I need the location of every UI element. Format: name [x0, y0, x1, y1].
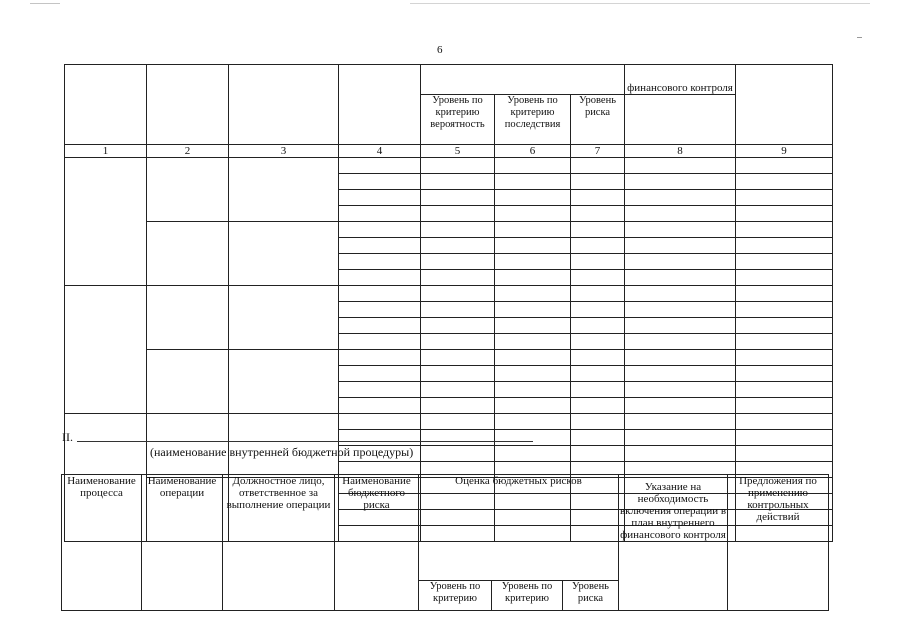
table-cell [736, 414, 833, 430]
table-cell [736, 350, 833, 366]
table-cell [339, 270, 421, 286]
table-cell [421, 382, 495, 398]
table-cell [736, 190, 833, 206]
process-cell [65, 158, 147, 286]
table-cell [339, 366, 421, 382]
table-cell [421, 190, 495, 206]
table-cell [339, 206, 421, 222]
table-cell [736, 270, 833, 286]
header-cell [625, 95, 736, 145]
table-cell [339, 350, 421, 366]
table-cell [736, 318, 833, 334]
subheader-probability: Уровень по критерию [419, 581, 492, 611]
table-cell [571, 206, 625, 222]
table-cell [625, 238, 736, 254]
page-number: 6 [437, 44, 443, 56]
table-cell [625, 414, 736, 430]
table-cell [571, 334, 625, 350]
table-cell [736, 446, 833, 462]
table-cell [625, 286, 736, 302]
table-cell [736, 334, 833, 350]
col-number: 4 [339, 145, 421, 158]
header-process-name: Наименование процесса [62, 475, 142, 611]
official-cell [229, 158, 339, 222]
subheader-risk-level: Уровень риска [571, 95, 625, 145]
table-cell [571, 398, 625, 414]
table-cell [421, 206, 495, 222]
table-cell [625, 398, 736, 414]
table-cell [495, 334, 571, 350]
scan-mark [30, 3, 60, 4]
official-cell [229, 222, 339, 286]
header-col8-continued: финансового контроля [625, 65, 736, 95]
table-cell [736, 238, 833, 254]
col-number: 6 [495, 145, 571, 158]
subheader-risk-level: Уровень риска [563, 581, 619, 611]
table-cell [339, 222, 421, 238]
table-cell [495, 286, 571, 302]
table-row [65, 414, 833, 430]
scan-mark [857, 37, 862, 38]
table-cell [625, 270, 736, 286]
table-cell [495, 238, 571, 254]
table-cell [625, 206, 736, 222]
header-responsible-official: Должностное лицо, ответственное за выполнение операции [223, 475, 335, 611]
table-cell [339, 414, 421, 430]
table-cell [421, 302, 495, 318]
table-cell [736, 366, 833, 382]
column-number-row [65, 145, 833, 158]
risk-table-2 [61, 474, 829, 611]
table-cell [571, 366, 625, 382]
operation-cell [147, 350, 229, 414]
section-number: II. [62, 430, 73, 444]
table-cell [625, 190, 736, 206]
table-cell [339, 158, 421, 174]
procedure-name-caption: (наименование внутренней бюджетной процедуры) [150, 445, 414, 459]
table-cell [421, 318, 495, 334]
col-number: 9 [736, 145, 833, 158]
table-cell [625, 334, 736, 350]
table-cell [571, 414, 625, 430]
table-cell [571, 318, 625, 334]
table-cell [736, 398, 833, 414]
scan-mark [410, 3, 870, 4]
table-cell [495, 206, 571, 222]
process-cell [65, 286, 147, 414]
official-cell [229, 286, 339, 350]
table-cell [571, 270, 625, 286]
col-number: 7 [571, 145, 625, 158]
table-cell [339, 254, 421, 270]
table-cell [421, 286, 495, 302]
table-cell [495, 398, 571, 414]
table-cell [421, 174, 495, 190]
table-cell [571, 382, 625, 398]
table-cell [339, 302, 421, 318]
table-cell [339, 174, 421, 190]
header-operation-name: Наименование операции [142, 475, 223, 611]
header-risk-assessment: Оценка бюджетных рисков [419, 475, 619, 581]
table-cell [571, 174, 625, 190]
subheader-consequence: Уровень по критерию [492, 581, 563, 611]
table-cell [421, 350, 495, 366]
table-cell [736, 382, 833, 398]
table-cell [736, 430, 833, 446]
table-cell [736, 174, 833, 190]
table-cell [495, 382, 571, 398]
table-cell [625, 366, 736, 382]
table-cell [495, 158, 571, 174]
table-cell [495, 302, 571, 318]
table-cell [625, 254, 736, 270]
table-cell [736, 222, 833, 238]
table-cell [339, 190, 421, 206]
header-cell [736, 65, 833, 145]
table-cell [495, 222, 571, 238]
table-cell [339, 398, 421, 414]
table-cell [495, 366, 571, 382]
header-control-proposals: Предложения по применению контрольных действий [728, 475, 829, 611]
table-cell [571, 302, 625, 318]
table-row [65, 222, 833, 238]
table-cell [736, 158, 833, 174]
operation-cell [147, 222, 229, 286]
subheader-probability: Уровень по критерию вероятность [421, 95, 495, 145]
operation-cell [147, 286, 229, 350]
table-cell [421, 238, 495, 254]
table-cell [571, 430, 625, 446]
table-cell [421, 334, 495, 350]
table-cell [495, 446, 571, 462]
table-cell [625, 430, 736, 446]
table-cell [421, 222, 495, 238]
table-cell [571, 222, 625, 238]
col-number: 2 [147, 145, 229, 158]
table-cell [339, 334, 421, 350]
table-cell [571, 190, 625, 206]
table-cell [421, 398, 495, 414]
subheader-consequence: Уровень по критерию последствия [495, 95, 571, 145]
table-cell [339, 430, 421, 446]
header-cell [421, 65, 625, 95]
table-cell [495, 254, 571, 270]
official-cell [229, 350, 339, 414]
table-cell [625, 174, 736, 190]
table-cell [625, 350, 736, 366]
table-cell [625, 446, 736, 462]
table-cell [339, 318, 421, 334]
table-cell [571, 350, 625, 366]
table-cell [571, 446, 625, 462]
table-cell [421, 414, 495, 430]
table-cell [625, 382, 736, 398]
table-cell [495, 350, 571, 366]
table-cell [339, 382, 421, 398]
table-cell [736, 302, 833, 318]
table-cell [339, 286, 421, 302]
procedure-name-line [77, 441, 533, 442]
table-cell [625, 302, 736, 318]
table-cell [421, 270, 495, 286]
header-cell [229, 65, 339, 145]
operation-cell [147, 158, 229, 222]
table-cell [495, 174, 571, 190]
header-plan-inclusion: Указание на необходимость включения операции в план внутреннего финансового контроля [619, 475, 728, 611]
header-risk-name: Наименование бюджетного риска [335, 475, 419, 611]
table-cell [421, 158, 495, 174]
table-cell [625, 222, 736, 238]
header-cell [65, 65, 147, 145]
table-cell [736, 254, 833, 270]
table-cell [421, 430, 495, 446]
table-cell [421, 446, 495, 462]
col-number: 1 [65, 145, 147, 158]
col-number: 5 [421, 145, 495, 158]
table-row [65, 350, 833, 366]
table-cell [571, 254, 625, 270]
table-cell [339, 238, 421, 254]
table-cell [625, 318, 736, 334]
table-cell [495, 318, 571, 334]
col-number: 8 [625, 145, 736, 158]
table-cell [625, 158, 736, 174]
table-cell [571, 286, 625, 302]
table-cell [495, 414, 571, 430]
table-cell [736, 286, 833, 302]
table-cell [495, 190, 571, 206]
col-number: 3 [229, 145, 339, 158]
table-row [65, 286, 833, 302]
table-cell [736, 206, 833, 222]
table-cell [571, 158, 625, 174]
table-cell [421, 366, 495, 382]
header-cell [339, 65, 421, 145]
table-cell [495, 430, 571, 446]
risk-table-1 [64, 64, 833, 542]
header-cell [147, 65, 229, 145]
table-cell [495, 270, 571, 286]
table-cell [421, 254, 495, 270]
table-row [65, 158, 833, 174]
table-cell [571, 238, 625, 254]
